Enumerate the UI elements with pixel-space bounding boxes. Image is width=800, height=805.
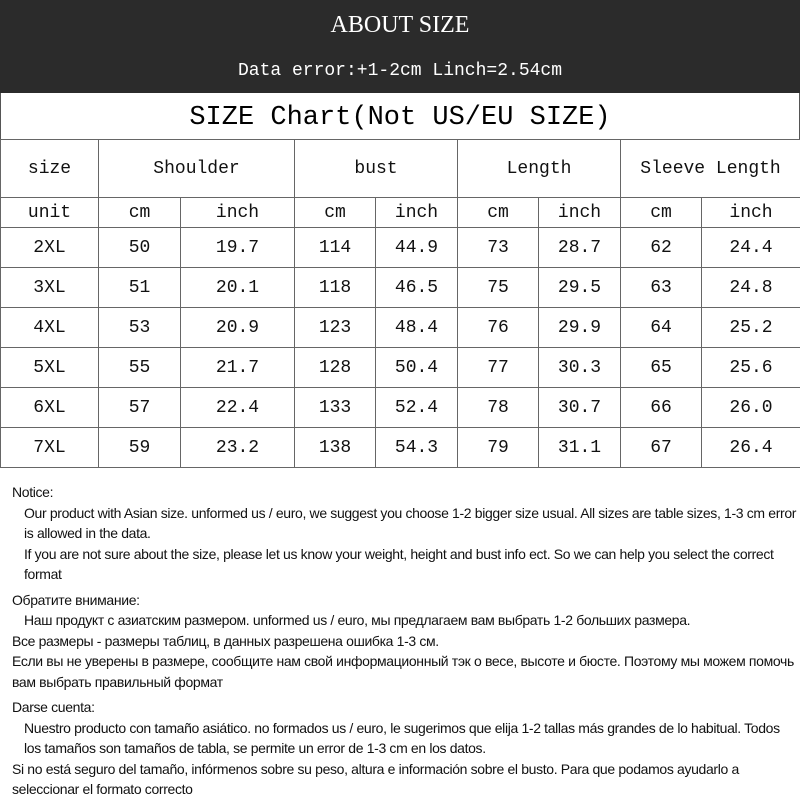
value-cell: 55 — [99, 348, 181, 388]
value-cell: 54.3 — [376, 428, 458, 468]
notice-heading: Darse cuenta: — [12, 697, 798, 718]
value-cell: 118 — [295, 268, 376, 308]
value-cell: 26.0 — [702, 388, 800, 428]
notice-text: Все размеры - размеры таблиц, в данных разрешена ошибка 1-3 см. — [12, 631, 798, 652]
size-cell: 3XL — [1, 268, 99, 308]
value-cell: 48.4 — [376, 308, 458, 348]
unit-cell: cm — [621, 198, 702, 228]
value-cell: 114 — [295, 228, 376, 268]
value-cell: 29.9 — [539, 308, 621, 348]
column-header: Sleeve Length — [621, 140, 800, 198]
notice-english — [12, 482, 798, 585]
value-cell: 23.2 — [181, 428, 295, 468]
value-cell: 28.7 — [539, 228, 621, 268]
value-cell: 62 — [621, 228, 702, 268]
column-header: bust — [295, 140, 458, 198]
value-cell: 20.9 — [181, 308, 295, 348]
unit-cell: cm — [458, 198, 539, 228]
table-row — [1, 348, 800, 388]
notice-text: Si no está seguro del tamaño, infórmenos sobre su peso, altura e información sobre el busto. Para que podamos ayudarlo a seleccionar el formato correcto — [12, 759, 798, 800]
value-cell: 25.2 — [702, 308, 800, 348]
size-cell: 2XL — [1, 228, 99, 268]
value-cell: 44.9 — [376, 228, 458, 268]
value-cell: 123 — [295, 308, 376, 348]
size-chart-title: SIZE Chart(Not US/EU SIZE) — [0, 93, 800, 139]
notice-text: If you are not sure about the size, please let us know your weight, height and bust info ect. So we can help you select the correct format — [12, 544, 798, 585]
size-cell: 4XL — [1, 308, 99, 348]
value-cell: 30.7 — [539, 388, 621, 428]
value-cell: 46.5 — [376, 268, 458, 308]
unit-cell: cm — [99, 198, 181, 228]
table-row — [1, 268, 800, 308]
value-cell: 57 — [99, 388, 181, 428]
unit-cell: inch — [376, 198, 458, 228]
value-cell: 53 — [99, 308, 181, 348]
notice-heading: Обратите внимание: — [12, 590, 798, 611]
table-row — [1, 308, 800, 348]
notes — [12, 482, 798, 805]
size-cell: 6XL — [1, 388, 99, 428]
value-cell: 30.3 — [539, 348, 621, 388]
value-cell: 65 — [621, 348, 702, 388]
notice-heading: Notice: — [12, 482, 798, 503]
value-cell: 31.1 — [539, 428, 621, 468]
value-cell: 21.7 — [181, 348, 295, 388]
value-cell: 50 — [99, 228, 181, 268]
size-cell: 5XL — [1, 348, 99, 388]
value-cell: 77 — [458, 348, 539, 388]
notice-text: Наш продукт с азиатским размером. unformed us / euro, мы предлагаем вам выбрать 1-2 больших размера. — [12, 610, 798, 631]
value-cell: 138 — [295, 428, 376, 468]
value-cell: 63 — [621, 268, 702, 308]
value-cell: 79 — [458, 428, 539, 468]
table-row — [1, 428, 800, 468]
value-cell: 51 — [99, 268, 181, 308]
unit-cell: inch — [702, 198, 800, 228]
value-cell: 78 — [458, 388, 539, 428]
value-cell: 24.4 — [702, 228, 800, 268]
value-cell: 64 — [621, 308, 702, 348]
value-cell: 59 — [99, 428, 181, 468]
value-cell: 29.5 — [539, 268, 621, 308]
column-header: Length — [458, 140, 621, 198]
column-header: Shoulder — [99, 140, 295, 198]
notice-text: Если вы не уверены в размере, сообщите нам свой информационный тэк о весе, высоте и бюсте. Поэтому мы можем помочь вам выбрать правильный формат — [12, 651, 798, 692]
value-cell: 76 — [458, 308, 539, 348]
unit-cell: unit — [1, 198, 99, 228]
value-cell: 50.4 — [376, 348, 458, 388]
unit-cell: inch — [539, 198, 621, 228]
column-header: size — [1, 140, 99, 198]
size-table — [0, 139, 800, 468]
value-cell: 25.6 — [702, 348, 800, 388]
unit-cell: cm — [295, 198, 376, 228]
data-error-note: Data error:+1-2cm Linch=2.54cm — [0, 47, 800, 93]
header-row — [1, 140, 800, 198]
table-row — [1, 228, 800, 268]
table-row — [1, 388, 800, 428]
size-cell: 7XL — [1, 428, 99, 468]
value-cell: 20.1 — [181, 268, 295, 308]
value-cell: 133 — [295, 388, 376, 428]
value-cell: 52.4 — [376, 388, 458, 428]
value-cell: 67 — [621, 428, 702, 468]
notice-spanish — [12, 697, 798, 800]
unit-cell: inch — [181, 198, 295, 228]
unit-row — [1, 198, 800, 228]
value-cell: 75 — [458, 268, 539, 308]
value-cell: 19.7 — [181, 228, 295, 268]
notice-text: Our product with Asian size. unformed us / euro, we suggest you choose 1-2 bigger size usual. All sizes are table sizes, 1-3 cm error is allowed in the data. — [12, 503, 798, 544]
value-cell: 73 — [458, 228, 539, 268]
value-cell: 22.4 — [181, 388, 295, 428]
about-size-header: ABOUT SIZE — [0, 0, 800, 48]
value-cell: 66 — [621, 388, 702, 428]
notice-russian — [12, 590, 798, 693]
value-cell: 24.8 — [702, 268, 800, 308]
notice-text: Nuestro producto con tamaño asiático. no formados us / euro, le sugerimos que elija 1-2 tallas más grandes de lo habitual. Todos los tamaños son tamaños de tabla, se permite un error de 1-3 cm en los datos. — [12, 718, 798, 759]
value-cell: 26.4 — [702, 428, 800, 468]
value-cell: 128 — [295, 348, 376, 388]
